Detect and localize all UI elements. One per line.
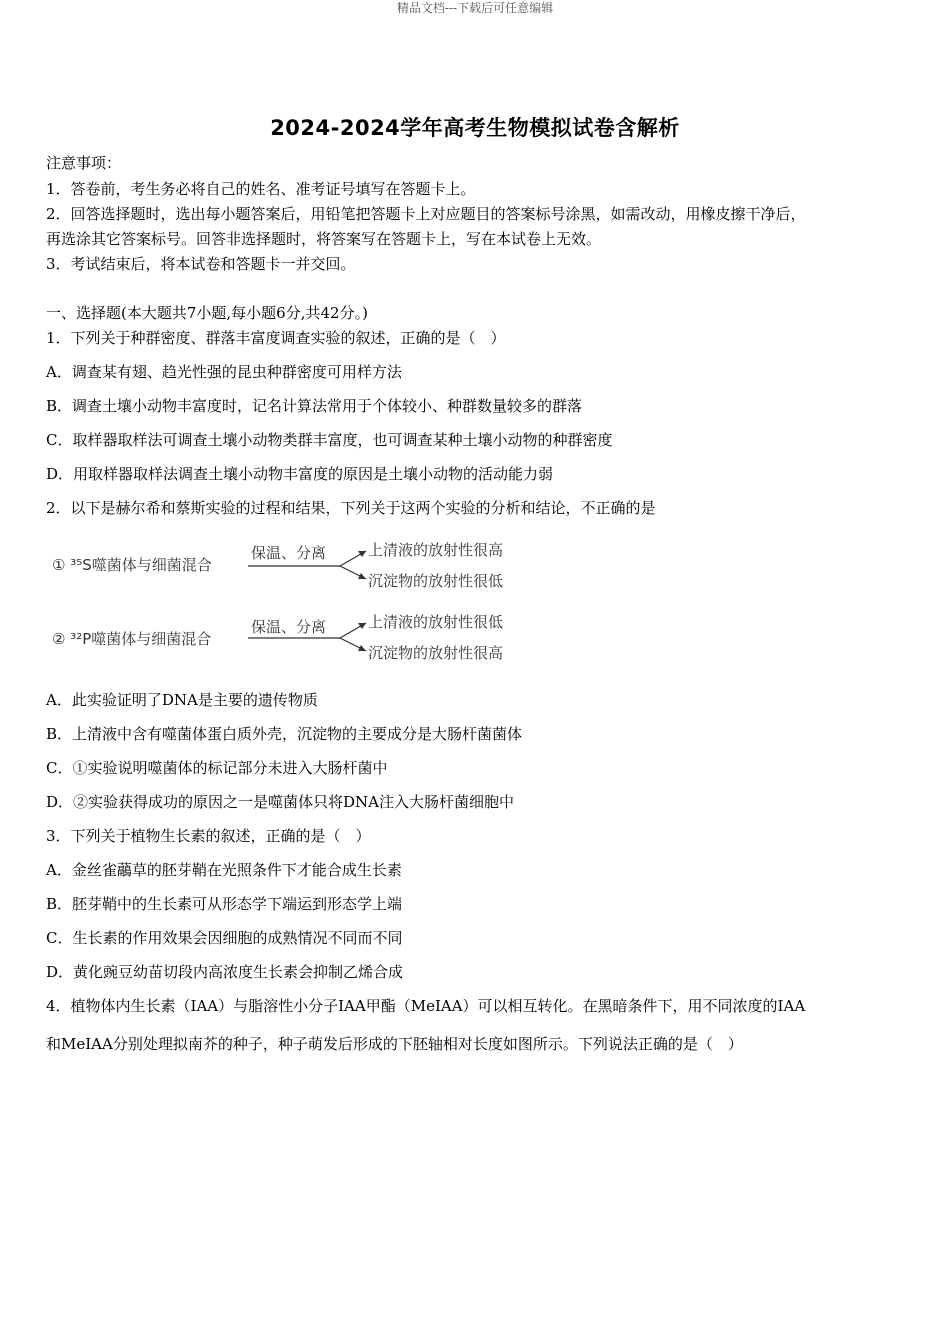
diagram-1-label: ① ³⁵S噬菌体与细菌混合 xyxy=(52,556,212,574)
diagram-2-process: 保温、分离 xyxy=(251,618,327,636)
page-title: 2024-2024学年高考生物模拟试卷含解析 xyxy=(270,116,680,140)
diagram-2-label: ② ³²P噬菌体与细菌混合 xyxy=(52,630,212,648)
notice-heading: 注意事项： xyxy=(46,154,122,172)
question-1-option-b[interactable]: B．调查土壤小动物丰富度时，记名计算法常用于个体较小、种群数量较多的群落 xyxy=(46,397,583,415)
question-1-option-c[interactable]: C．取样器取样法可调查土壤小动物类群丰富度，也可调查某种土壤小动物的种群密度 xyxy=(46,431,613,449)
question-2-option-d[interactable]: D．②实验获得成功的原因之一是噬菌体只将DNA注入大肠杆菌细胞中 xyxy=(46,793,515,811)
notice-item: 1．答卷前，考生务必将自己的姓名、准考证号填写在答题卡上。 xyxy=(46,180,476,198)
diagram-1-result-top: 上清液的放射性很高 xyxy=(368,541,504,559)
question-4-stem-line-1: 4．植物体内生长素（IAA）与脂溶性小分子IAA甲酯（MeIAA）可以相互转化。在黑暗条件下，用不同浓度的IAA xyxy=(46,997,806,1015)
diagram-1-result-bottom: 沉淀物的放射性很低 xyxy=(368,572,504,590)
diagram-2-result-top: 上清液的放射性很低 xyxy=(368,613,504,631)
header-note: 精品文档---下载后可任意编辑 xyxy=(396,1,554,15)
diagram-2-result-bottom: 沉淀物的放射性很高 xyxy=(368,644,504,662)
question-1-option-d[interactable]: D．用取样器取样法调查土壤小动物丰富度的原因是土壤小动物的活动能力弱 xyxy=(46,465,554,483)
experiment-diagram-2 xyxy=(48,606,548,666)
question-1-stem: 1．下列关于种群密度、群落丰富度调查实验的叙述，正确的是（ ） xyxy=(46,329,506,347)
diagram-1-process: 保温、分离 xyxy=(251,544,327,562)
notice-item: 再选涂其它答案标号。回答非选择题时，将答案写在答题卡上，写在本试卷上无效。 xyxy=(46,230,602,248)
notice-item: 2．回答选择题时，选出每小题答案后，用铅笔把答题卡上对应题目的答案标号涂黑，如需改动，用橡皮擦干净后， xyxy=(46,205,806,223)
experiment-diagram-1 xyxy=(48,534,548,594)
question-3-option-b[interactable]: B．胚芽鞘中的生长素可从形态学下端运到形态学上端 xyxy=(46,895,403,913)
question-2-option-c[interactable]: C．①实验说明噬菌体的标记部分未进入大肠杆菌中 xyxy=(46,759,388,777)
question-2-option-a[interactable]: A．此实验证明了DNA是主要的遗传物质 xyxy=(46,691,318,709)
question-3-option-c[interactable]: C．生长素的作用效果会因细胞的成熟情况不同而不同 xyxy=(46,929,403,947)
question-2-stem: 2．以下是赫尔希和蔡斯实验的过程和结果，下列关于这两个实验的分析和结论，不正确的是 xyxy=(46,499,656,517)
section-heading: 一、选择题(本大题共7小题,每小题6分,共42分。) xyxy=(46,304,368,322)
question-1-option-a[interactable]: A．调查某有翅、趋光性强的昆虫种群密度可用样方法 xyxy=(46,363,402,381)
question-3-stem: 3．下列关于植物生长素的叙述，正确的是（ ） xyxy=(46,827,371,845)
question-3-option-d[interactable]: D．黄化豌豆幼苗切段内高浓度生长素会抑制乙烯合成 xyxy=(46,963,404,981)
question-2-option-b[interactable]: B．上清液中含有噬菌体蛋白质外壳，沉淀物的主要成分是大肠杆菌菌体 xyxy=(46,725,523,743)
question-4-stem-line-2: 和MeIAA分别处理拟南芥的种子，种子萌发后形成的下胚轴相对长度如图所示。下列说法正确的是（ ） xyxy=(46,1035,743,1053)
notice-item: 3．考试结束后，将本试卷和答题卡一并交回。 xyxy=(46,255,356,273)
question-3-option-a[interactable]: A．金丝雀虉草的胚芽鞘在光照条件下才能合成生长素 xyxy=(46,861,402,879)
